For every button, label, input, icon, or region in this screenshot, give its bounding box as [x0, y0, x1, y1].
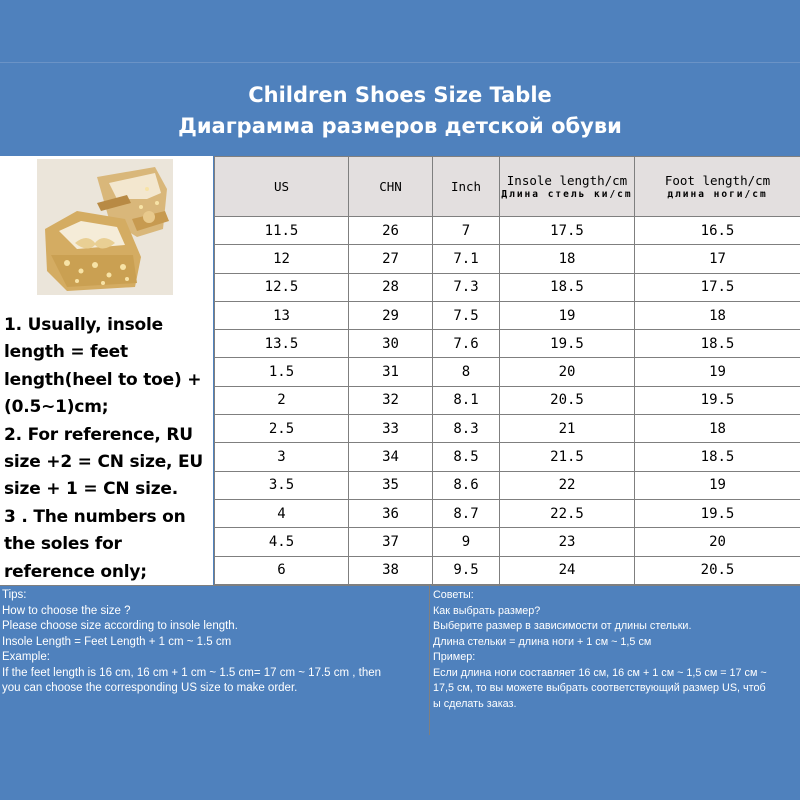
note-line: reference only; [4, 561, 147, 582]
insole-cell: 24 [500, 556, 635, 584]
chn-cell: 35 [349, 471, 433, 499]
chn-cell: 29 [349, 301, 433, 329]
insole-cell: 23 [500, 528, 635, 556]
note-line: size +2 = CN size, EU [4, 452, 204, 473]
foot-cell: 18.5 [635, 330, 800, 358]
table-row [215, 245, 800, 273]
foot-cell: 18.5 [635, 443, 800, 471]
chn-cell: 27 [349, 245, 433, 273]
inch-cell: 8.6 [433, 471, 500, 499]
shoe-photo [37, 159, 173, 295]
table-row [215, 443, 800, 471]
us-cell: 4.5 [215, 528, 349, 556]
chn-cell: 32 [349, 386, 433, 414]
foot-cell: 20.5 [635, 556, 800, 584]
tips-russian [431, 585, 800, 735]
tip-line: Tips: [2, 589, 27, 601]
table-row [215, 415, 800, 443]
us-cell: 2.5 [215, 415, 349, 443]
header-foot-length: Foot length/cm длина ноги/cm [635, 157, 800, 217]
table-body [215, 217, 800, 585]
note-line: length = feet [4, 342, 128, 363]
title-russian: Диаграмма размеров детской обуви [178, 114, 622, 138]
insole-cell: 17.5 [500, 217, 635, 245]
note-line: length(heel to toe) + [4, 369, 202, 390]
tip-line: Insole Length = Feet Length + 1 cm ~ 1.5 cm [2, 635, 232, 648]
foot-cell: 20 [635, 528, 800, 556]
header-inch: Inch [433, 157, 500, 217]
table-row [215, 471, 800, 499]
note-line: 1. Usually, insole [4, 315, 163, 335]
header-us: US [215, 157, 349, 217]
us-cell: 4 [215, 499, 349, 527]
tip-line: ы сделать заказ. [433, 697, 517, 710]
insole-cell: 18 [500, 245, 635, 273]
foot-cell: 18 [635, 301, 800, 329]
inch-cell: 7.1 [433, 245, 500, 273]
tip-line: Если длина ноги составляет 16 см, 16 см + 1 см ~ 1,5 см = 17 см ~ [433, 666, 767, 679]
table-row [215, 273, 800, 301]
inch-cell: 8.3 [433, 415, 500, 443]
tip-line: Выберите размер в зависимости от длины стельки. [433, 620, 692, 632]
inch-cell: 7 [433, 217, 500, 245]
note-line: the soles for [4, 534, 122, 555]
tip-line: 17,5 см, то вы можете выбрать соответствующий размер US, чтоб [433, 682, 766, 694]
inch-cell: 8.7 [433, 499, 500, 527]
table-row [215, 499, 800, 527]
chn-cell: 30 [349, 330, 433, 358]
table-header-row [215, 157, 800, 217]
chn-cell: 36 [349, 499, 433, 527]
tip-line: Please choose size according to insole length. [2, 620, 238, 632]
tip-line: Как выбрать размер? [433, 604, 541, 617]
inch-cell: 7.5 [433, 301, 500, 329]
tip-line: Example: [2, 651, 50, 663]
chn-cell: 31 [349, 358, 433, 386]
title-english: Children Shoes Size Table [248, 83, 552, 107]
note-line: (0.5~1)cm; [4, 397, 109, 418]
insole-cell: 21 [500, 415, 635, 443]
foot-cell: 19.5 [635, 386, 800, 414]
left-panel [0, 156, 213, 585]
tip-line: If the feet length is 16 cm, 16 cm + 1 cm ~ 1.5 cm= 17 cm ~ 17.5 cm , then [2, 666, 382, 679]
table-row [215, 301, 800, 329]
us-cell: 6 [215, 556, 349, 584]
insole-cell: 22 [500, 471, 635, 499]
table-row [215, 528, 800, 556]
us-cell: 11.5 [215, 217, 349, 245]
foot-cell: 17.5 [635, 273, 800, 301]
inch-cell: 8 [433, 358, 500, 386]
us-cell: 2 [215, 386, 349, 414]
chn-cell: 37 [349, 528, 433, 556]
chn-cell: 33 [349, 415, 433, 443]
foot-cell: 19 [635, 358, 800, 386]
us-cell: 3 [215, 443, 349, 471]
insole-cell: 19.5 [500, 330, 635, 358]
page-header [0, 62, 800, 157]
tip-line: Советы: [433, 589, 474, 601]
tip-line: you can choose the corresponding US size to make order. [2, 682, 298, 694]
foot-cell: 19 [635, 471, 800, 499]
insole-cell: 20.5 [500, 386, 635, 414]
chn-cell: 38 [349, 556, 433, 584]
us-cell: 1.5 [215, 358, 349, 386]
insole-cell: 22.5 [500, 499, 635, 527]
chn-cell: 28 [349, 273, 433, 301]
us-cell: 3.5 [215, 471, 349, 499]
top-banner [0, 0, 800, 62]
table-row [215, 217, 800, 245]
inch-cell: 7.6 [433, 330, 500, 358]
size-table [214, 156, 800, 585]
chn-cell: 26 [349, 217, 433, 245]
note-line: 3 . The numbers on [4, 506, 186, 527]
us-cell: 13.5 [215, 330, 349, 358]
inch-cell: 7.3 [433, 273, 500, 301]
tip-line: Пример: [433, 651, 476, 663]
table-row [215, 556, 800, 584]
us-cell: 12 [215, 245, 349, 273]
header-chn: CHN [349, 157, 433, 217]
tip-line: How to choose the size ? [2, 604, 131, 617]
tips-english [0, 585, 430, 735]
tip-line: Длина стельки = длина ноги + 1 см ~ 1,5 см [433, 635, 652, 648]
chn-cell: 34 [349, 443, 433, 471]
insole-cell: 19 [500, 301, 635, 329]
foot-cell: 17 [635, 245, 800, 273]
header-insole-length: Insole length/cm Длина стель ки/cm [500, 157, 635, 217]
us-cell: 12.5 [215, 273, 349, 301]
insole-cell: 18.5 [500, 273, 635, 301]
table-row [215, 386, 800, 414]
inch-cell: 8.1 [433, 386, 500, 414]
insole-cell: 21.5 [500, 443, 635, 471]
inch-cell: 9 [433, 528, 500, 556]
us-cell: 13 [215, 301, 349, 329]
insole-cell: 20 [500, 358, 635, 386]
foot-cell: 18 [635, 415, 800, 443]
note-line: 2. For reference, RU [4, 424, 193, 445]
foot-cell: 19.5 [635, 499, 800, 527]
table-row [215, 330, 800, 358]
size-notes [4, 312, 212, 586]
inch-cell: 9.5 [433, 556, 500, 584]
note-line: size + 1 = CN size. [4, 479, 179, 500]
inch-cell: 8.5 [433, 443, 500, 471]
foot-cell: 16.5 [635, 217, 800, 245]
table-row [215, 358, 800, 386]
